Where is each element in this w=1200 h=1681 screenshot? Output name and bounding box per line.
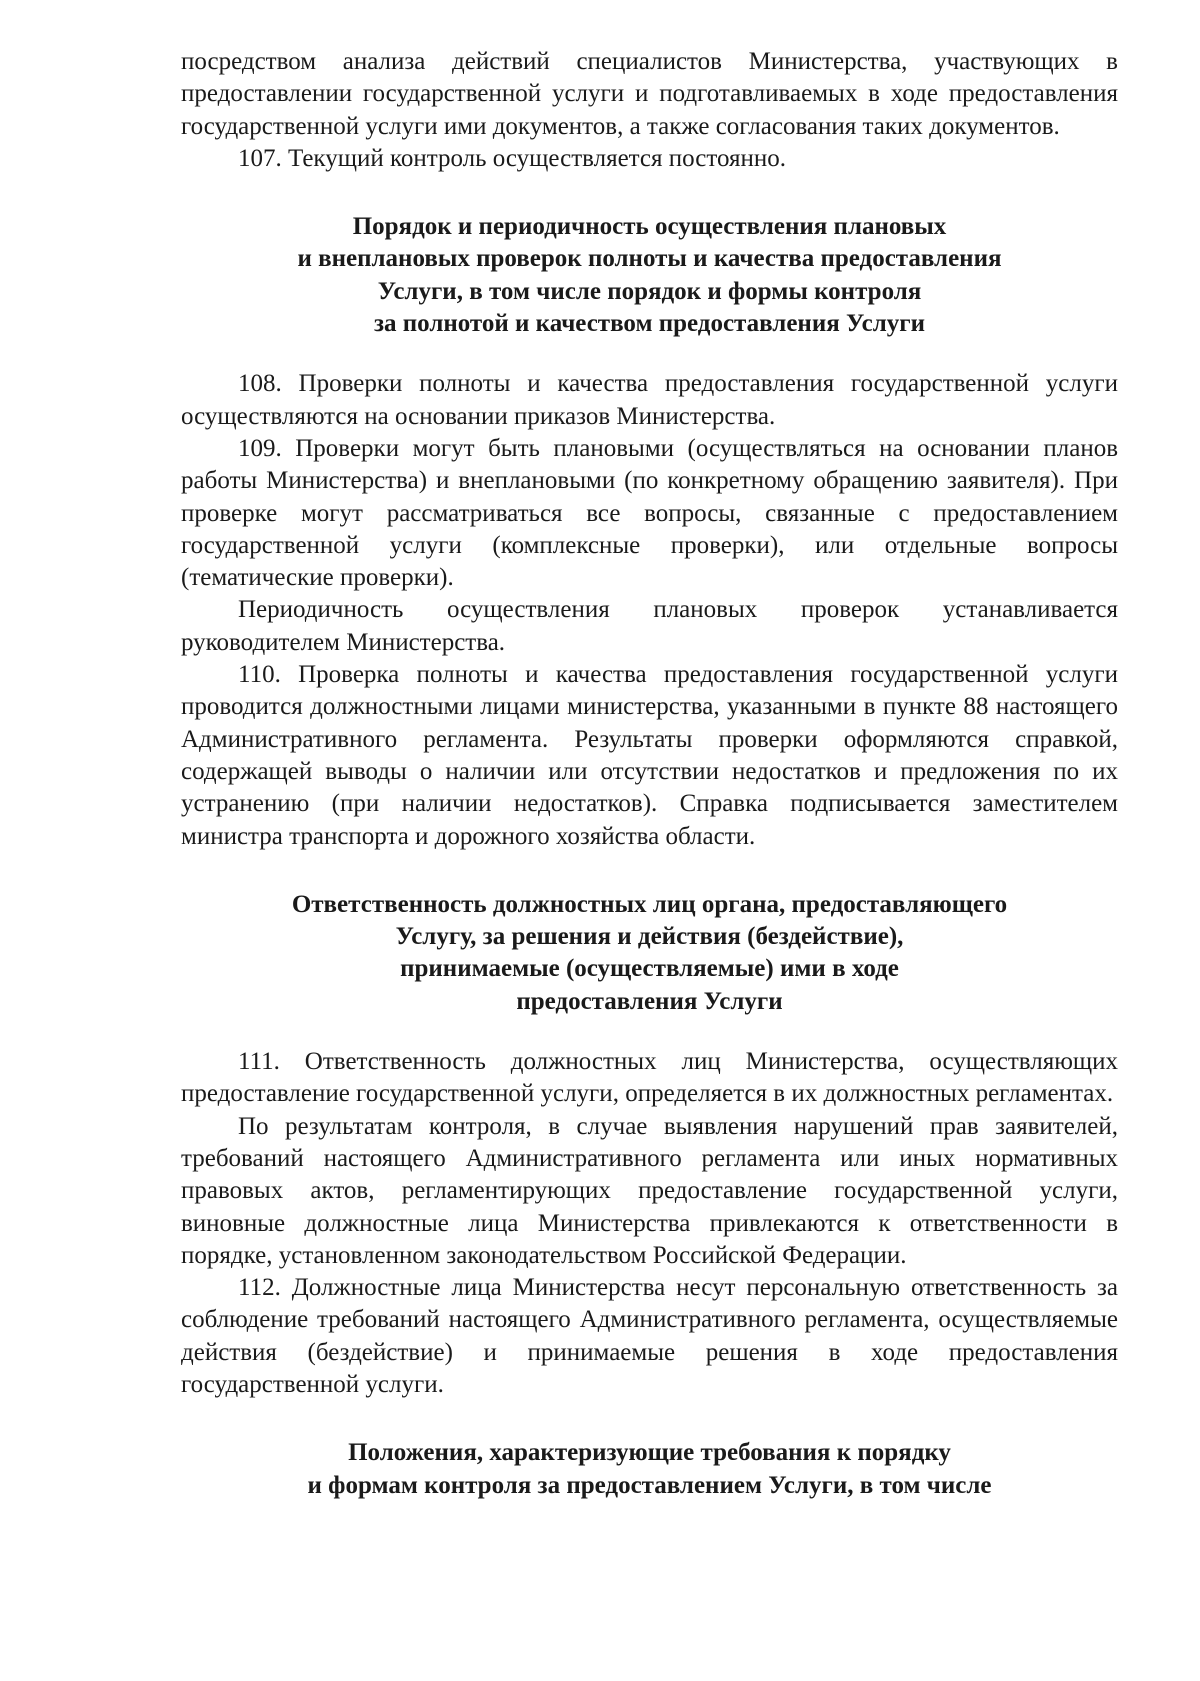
paragraph-111-results: По результатам контроля, в случае выявления нарушений прав заявителей, требований настоящего Административного регламента или иных нормативных правовых актов, регламентирующих предоставление государственной услуги, виновные должностные лица Министерства привлекаются к ответственности в порядке, установленном законодательством Российской Федерации. [181,1112,1118,1269]
paragraph-111: 111. Ответственность должностных лиц Министерства, осуществляющих предоставление государственной услуги, определяется в их должностных регламентах. [181,1048,1118,1108]
section-heading-inspections: Порядок и периодичность осуществления плановых и внеплановых проверок полноты и качества предоставления Услуги, в том числе порядок и формы контроля за полнотой и качеством предоставления Услуги [297,213,1002,338]
section-heading-control-requirements: Положения, характеризующие требования к порядку и формам контроля за предоставлением Услуги, в том числе [307,1439,992,1499]
document-body [181,46,1118,1502]
paragraph-110: 110. Проверка полноты и качества предоставления государственной услуги проводится должностными лицами министерства, указанными в пункте 88 настоящего Административного регламента. Результаты проверки оформляются справкой, содержащей выводы о наличии или отсутствии недостатков и предложения по их устранению (при наличии недостатков). Справка подписывается заместителем министра транспорта и дорожного хозяйства области. [181,661,1118,850]
paragraph-continuation: посредством анализа действий специалистов Министерства, участвующих в предоставлении государственной услуги и подготавливаемых в ходе предоставления государственной услуги ими документов, а также согласования таких документов. [181,48,1118,140]
paragraph-109: 109. Проверки могут быть плановыми (осуществляться на основании планов работы Министерства) и внеплановыми (по конкретному обращению заявителя). При проверке могут рассматриваться все вопросы, связанные с предоставлением государственной услуги (комплексные проверки), или отдельные вопросы (тематические проверки). [181,434,1118,592]
paragraph-112: 112. Должностные лица Министерства несут персональную ответственность за соблюдение требований настоящего Административного регламента, осуществляемые действия (бездействие) и принимаемые решения в ходе предоставления государственной услуги. [181,1274,1118,1398]
paragraph-109-periodicity: Периодичность осуществления плановых проверок устанавливается руководителем Министерства. [181,596,1118,656]
section-heading-responsibility: Ответственность должностных лиц органа, предоставляющего Услугу, за решения и действия (бездействие), принимаемые (осуществляемые) ими в ходе предоставления Услуги [291,890,1008,1015]
paragraph-108: 108. Проверки полноты и качества предоставления государственной услуги осуществляются на основании приказов Министерства. [181,370,1118,430]
paragraph-107: 107. Текущий контроль осуществляется постоянно. [238,144,786,172]
